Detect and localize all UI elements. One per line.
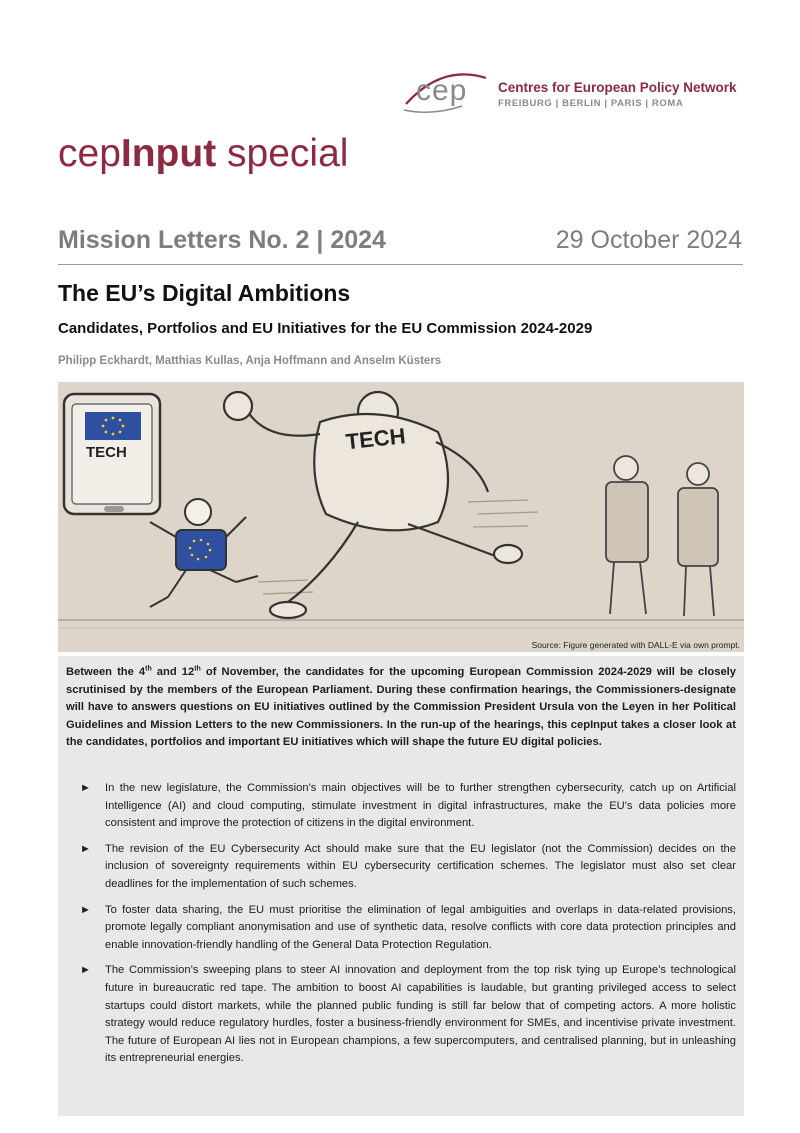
giant-label: TECH: [344, 423, 407, 455]
header-divider: [58, 264, 743, 265]
brand-suffix: special: [216, 132, 349, 175]
cep-logo-mark: [402, 70, 492, 116]
document-title: The EU’s Digital Ambitions: [58, 280, 351, 306]
org-cities: FREIBURG | BERLIN | PARIS | ROMA: [498, 98, 684, 109]
document-subtitle: Candidates, Portfolios and EU Initiatives for the EU Commission 2024-2029: [58, 320, 593, 337]
org-name: Centres for European Policy Network: [498, 80, 737, 95]
brand-prefix: cep: [58, 132, 121, 175]
cep-logo: [402, 70, 742, 120]
bullet-text: To foster data sharing, the EU must prioritise the elimination of legal ambiguities and overlaps in data-related provisions, promote legally compliant anonymisation and use of synthetic data, resolve conflicts with core data protection principles and enable innovation-friendly handling of the General Data Protection Regulation.: [105, 903, 736, 951]
summary-bullets: [66, 780, 736, 1076]
cover-illustration: [58, 382, 744, 652]
issue-series: Mission Letters No. 2 | 2024: [58, 226, 386, 254]
phone-label: TECH: [86, 444, 127, 461]
logo-text: cep: [416, 74, 468, 107]
list-item: [66, 841, 736, 894]
list-item: [66, 780, 736, 833]
summary-intro: Between the 4th and 12th of November, the candidates for the upcoming European Commission 2024-2029 will be closely scrutinised by the members of the European Parliament. During these confirmation hearings, the Commissioners-designate will have to answers questions on EU initiatives outlined by the Commission President Ursula von the Leyen in her Political Guidelines and Mission Letters to the new Commissioners. In the run-up of the hearings, this cepInput takes a closer look at the candidates, portfolios and important EU initiatives which will shape the future EU digital policies.: [66, 665, 736, 748]
triangle-bullet-icon: ►: [80, 964, 91, 977]
triangle-bullet-icon: ►: [80, 782, 91, 794]
illustration-caption: Source: Figure generated with DALL-E via own prompt.: [531, 640, 740, 650]
document-authors: Philipp Eckhardt, Matthias Kullas, Anja Hoffmann and Anselm Küsters: [58, 355, 442, 367]
bullet-text: The Commission’s sweeping plans to steer AI innovation and deployment from the top risk tying up Europe’s technological future in bureaucratic red tape. The ambition to boost AI capabilities is laudable, but granting privileged access to select startups could distort markets, while the planned public funding is still far below that of competing actors. A more holistic strategy would reduce regulatory hurdles, foster a business-friendly environment for SMEs, and incentivise private investment. The future of European AI lies not in European champions, a few supercomputers, and centralised planning, but in unleashing its entrepreneurial energies.: [105, 964, 736, 1065]
illustration-drawing: [58, 382, 744, 652]
triangle-bullet-icon: ►: [80, 842, 91, 855]
summary-box: [58, 656, 744, 1116]
issue-date: 29 October 2024: [555, 226, 742, 254]
bullet-text: In the new legislature, the Commission's main objectives will be to further strengthen cybersecurity, catch up on Artificial Intelligence (AI) and cloud computing, stimulate investment in digital infrastructures, make the EU's data policies more consistent and improve the protection of citizens in the digital environment.: [105, 782, 736, 830]
list-item: [66, 962, 736, 1068]
list-item: [66, 902, 736, 955]
triangle-bullet-icon: ►: [80, 903, 91, 916]
brand-bold: Input: [120, 132, 217, 175]
publication-brand: [58, 132, 348, 176]
bullet-text: The revision of the EU Cybersecurity Act should make sure that the EU legislator (not the Commission) decides on the inclusion of sovereignty requirements within EU cybersecurity certification schemes. The legislator must also set clear deadlines for the implementation of such schemes.: [105, 842, 736, 890]
